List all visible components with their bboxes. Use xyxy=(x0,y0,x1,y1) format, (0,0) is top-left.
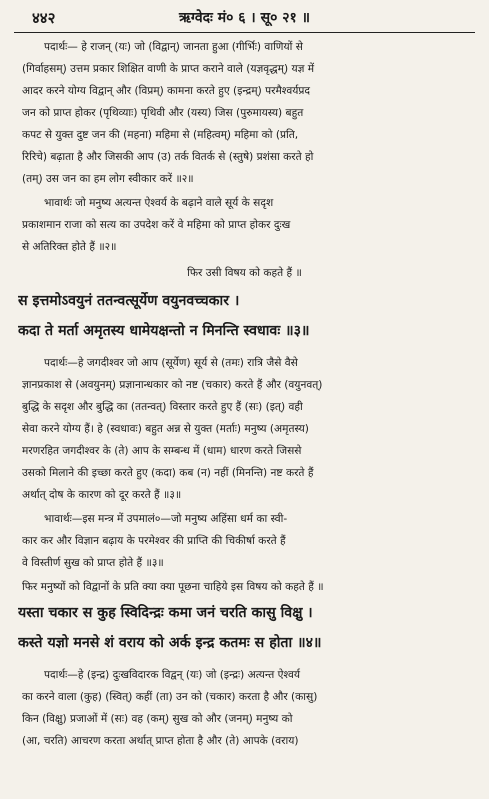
text-line: से अतिरिक्त होते हैं ॥२॥ xyxy=(22,241,117,253)
text-line: ज्ञानप्रकाश से (अवयुनम्) प्रज्ञानान्धकार को नष्ट (चकार) करते हैं और (वयुनवत्) xyxy=(22,379,323,391)
text-line: अर्थात् दोष के कारण को दूर करते हैं ॥३॥ xyxy=(22,489,182,501)
text-line: (गिर्वाहसम्) उत्तम प्रकार शिक्षित वाणी के प्राप्त कराने वाले (यज्ञवृद्धम्) यज्ञ में xyxy=(22,63,315,75)
text-line: कार कर और विज्ञान बढ़ाय के परमेश्वर की प्राप्ति की चिकीर्षा करते हैं xyxy=(22,535,286,547)
section-heading: फिर मनुष्यों को विद्वानों के प्रति क्या क्या पूछना चाहिये इस विषय को कहते हैं ॥ xyxy=(22,581,324,593)
page-number: ४४२ xyxy=(32,9,56,27)
text-line: सेवा करने योग्य हैं। हे (स्वधावः) बहुत अन्न से युक्त (मर्ताः) मनुष्य (अमृतस्य) xyxy=(22,423,309,435)
text-line: भावार्थः जो मनुष्य अत्यन्त ऐश्वर्य के बढ़ाने वाले सूर्य के सदृश xyxy=(44,197,274,209)
running-title: ऋग्वेदः मं० ६ । सू० २१ ॥ xyxy=(178,10,311,26)
mantra-line: कदा ते मर्ता अमृतस्य धामेयक्षन्तो न मिनन्ति स्वधावः ॥३॥ xyxy=(18,323,310,339)
mantra-line: यस्ता चकार स कुह स्विदिन्द्रः कमा जनं चरति कासु विक्षु । xyxy=(18,605,313,621)
text-line: (आ, चरति) आचरण करता अर्थात् प्राप्त होता है और (ते) आपके (वराय) xyxy=(22,735,299,747)
text-line: रिरिचे) बढ़ाता है और जिसकी आप (उ) तर्क वितर्क से (स्तुषे) प्रशंसा करते हो xyxy=(22,151,314,163)
mantra-line: कस्ते यज्ञो मनसे शं वराय को अर्क इन्द्र कतमः स होता ॥४॥ xyxy=(18,635,322,651)
text-line: (तम्) उस जन का हम लोग स्वीकार करें ॥२॥ xyxy=(22,173,194,185)
section-heading: फिर उसी विषय को कहते हैं ॥ xyxy=(187,267,302,279)
text-line: पदार्थः—हे जगदीश्वर जो आप (सूर्येण) सूर्य से (तमः) रात्रि जैसे वैसे xyxy=(44,357,298,369)
text-line: वे विस्तीर्ण सुख को प्राप्त होते हैं ॥३॥ xyxy=(22,557,164,569)
text-line: बुद्धि के सदृश और बुद्धि का (ततन्वत्) विस्तार करते हुए हैं (सः) (इत्) वही xyxy=(22,401,303,413)
text-line: भावार्थः—इस मन्त्र में उपमालं०—जो मनुष्य अहिंसा धर्म का स्वी- xyxy=(44,513,288,525)
text-line: प्रकाशमान राजा को सत्य का उपदेश करें वे महिमा को प्राप्त होकर दुःख xyxy=(22,219,291,231)
text-line: कपट से युक्त दुष्ट जन की (महना) महिमा से (महित्वम्) महिमा को (प्रति, xyxy=(22,129,299,141)
text-line: किन (विक्षु) प्रजाओं में (सः) वह (कम्) सुख को और (जनम्) मनुष्य को xyxy=(22,713,293,725)
text-line: आदर करने योग्य विद्वान् और (विप्रम्) कामना करते हुए (इन्द्रम्) परमैश्वर्यप्रद xyxy=(22,85,311,97)
text-line: पदार्थः— हे राजन् (यः) जो (विद्वान्) जानता हुआ (गीर्भिः) वाणियों से xyxy=(44,41,303,53)
mantra-line: स इत्तमोऽवयुनं ततन्वत्सूर्येण वयुनवच्चकार । xyxy=(18,293,240,309)
text-line: जन को प्राप्त होकर (पृथिव्याः) पृथिवी और (यस्य) जिस (पुरुमायस्य) बहुत xyxy=(22,107,304,119)
text-line: मरणरहित जगदीश्वर के (ते) आप के सम्बन्ध में (धाम) धारण करते जिससे xyxy=(22,445,302,457)
page-header xyxy=(14,6,475,33)
text-line: पदार्थः—हे (इन्द्र) दुःखविदारक विद्वन् (यः) जो (इन्द्रः) अत्यन्त ऐश्वर्य xyxy=(44,669,300,681)
text-line: का करने वाला (कुह) (स्वित्) कहीं (ता) उन को (चकार) करता है और (कासु) xyxy=(22,691,318,703)
text-line: उसको मिलाने की इच्छा करते हुए (कदा) कब (न) नहीं (मिनन्ति) नष्ट करते हैं xyxy=(22,467,314,479)
